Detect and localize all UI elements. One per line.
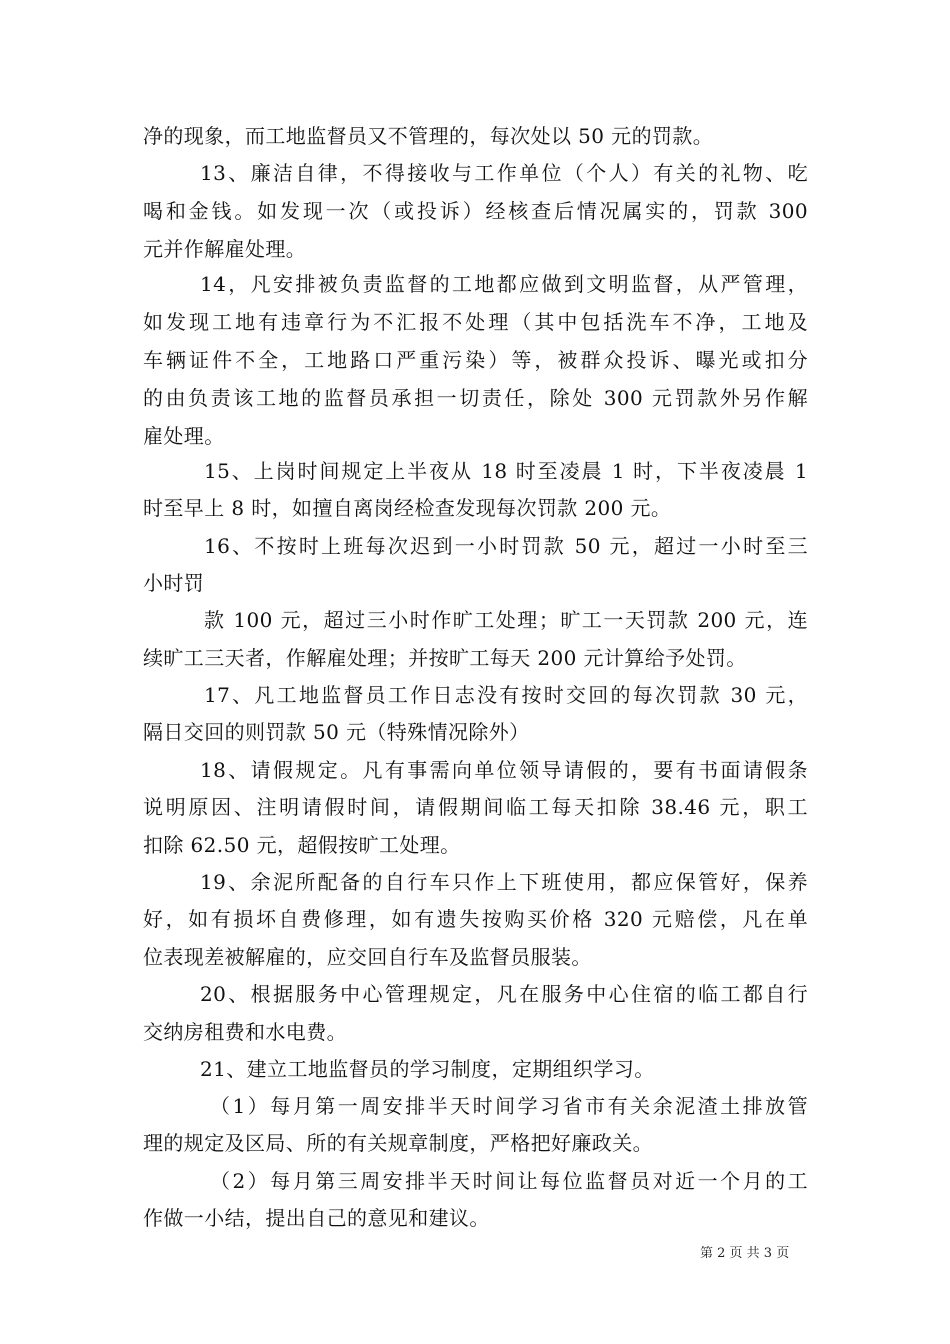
text-line: 如发现工地有违章行为不汇报不处理（其中包括洗车不净，工地及 (143, 310, 808, 334)
text-line: 17、凡工地监督员工作日志没有按时交回的每次罚款 30 元， (204, 683, 808, 707)
text-line: 13、廉洁自律，不得接收与工作单位（个人）有关的礼物、吃 (200, 161, 808, 185)
text-line: 21、建立工地监督员的学习制度，定期组织学习。 (200, 1057, 655, 1081)
text-line: 净的现象，而工地监督员又不管理的，每次处以 50 元的罚款。 (143, 124, 714, 148)
text-line: 元并作解雇处理。 (143, 237, 307, 261)
text-line: 作做一小结，提出自己的意见和建议。 (143, 1206, 490, 1230)
text-line: 车辆证件不全，工地路口严重污染）等，被群众投诉、曝光或扣分 (143, 348, 808, 372)
text-line: 的由负责该工地的监督员承担一切责任，除处 300 元罚款外另作解 (143, 386, 808, 410)
text-line: 雇处理。 (143, 424, 225, 448)
text-line: 18、请假规定。凡有事需向单位领导请假的，要有书面请假条 (200, 758, 808, 782)
text-line: 时至早上 8 时，如擅自离岗经检查发现每次罚款 200 元。 (143, 496, 672, 520)
text-line: 14，凡安排被负责监督的工地都应做到文明监督，从严管理， (200, 272, 808, 296)
text-line: 16、不按时上班每次迟到一小时罚款 50 元，超过一小时至三 (204, 534, 808, 558)
text-line: 20、根据服务中心管理规定，凡在服务中心住宿的临工都自行 (200, 982, 808, 1006)
text-line: 喝和金钱。如发现一次（或投诉）经核查后情况属实的，罚款 300 (143, 199, 808, 223)
text-line: 扣除 62.50 元，超假按旷工处理。 (143, 833, 461, 857)
text-line: 说明原因、注明请假时间，请假期间临工每天扣除 38.46 元，职工 (143, 795, 808, 819)
text-line: 15、上岗时间规定上半夜从 18 时至凌晨 1 时，下半夜凌晨 1 (204, 459, 808, 483)
text-line: 隔日交回的则罚款 50 元（特殊情况除外） (143, 720, 530, 744)
page-number: 第 2 页 共 3 页 (700, 1246, 790, 1261)
text-line: 交纳房租费和水电费。 (143, 1020, 347, 1044)
text-line: 理的规定及区局、所的有关规章制度，严格把好廉政关。 (143, 1131, 653, 1155)
text-line: 19、余泥所配备的自行车只作上下班使用，都应保管好，保养 (200, 870, 808, 894)
text-line: 好，如有损坏自费修理，如有遗失按购买价格 320 元赔偿，凡在单 (143, 907, 808, 931)
text-line: （2）每月第三周安排半天时间让每位监督员对近一个月的工 (210, 1169, 808, 1193)
text-line: 款 100 元，超过三小时作旷工处理；旷工一天罚款 200 元，连 (204, 608, 808, 632)
text-line: 位表现差被解雇的，应交回自行车及监督员服装。 (143, 945, 592, 969)
text-line: 续旷工三天者，作解雇处理；并按旷工每天 200 元计算给予处罚。 (143, 646, 747, 670)
text-line: （1）每月第一周安排半天时间学习省市有关余泥渣土排放管 (210, 1094, 808, 1118)
text-line: 小时罚 (143, 571, 205, 595)
